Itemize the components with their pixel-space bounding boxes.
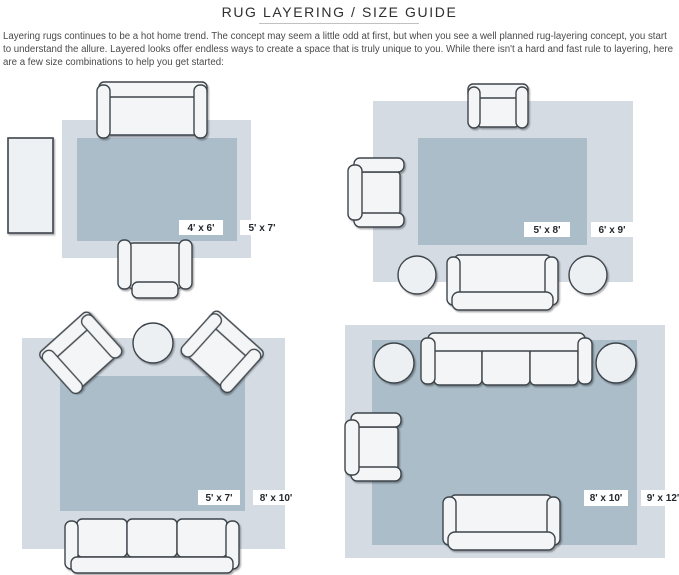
page-title: RUG LAYERING / SIZE GUIDE	[221, 4, 458, 20]
layout-bottom-right	[345, 325, 679, 558]
sofa-arm	[97, 85, 110, 138]
inner-rug-size-label: 8' x 10'	[589, 493, 623, 504]
sofa-bottom	[447, 255, 558, 310]
sofa-cushion	[177, 519, 227, 557]
sofa-cushion	[530, 348, 578, 385]
chair-arm	[516, 87, 528, 128]
sofa-back	[99, 82, 207, 97]
diagram-canvas	[0, 80, 679, 575]
outer-rug-size-label: 8' x 10'	[259, 493, 293, 504]
sofa-back	[452, 292, 553, 310]
sofa-arm	[421, 338, 435, 384]
chair-back	[132, 282, 178, 298]
layout-top-left	[8, 82, 284, 298]
chair-back	[345, 420, 359, 475]
sofa-back	[448, 532, 555, 550]
chair-arm	[179, 240, 192, 289]
round-pouf	[596, 343, 636, 383]
outer-rug-size-label: 6' x 9'	[598, 225, 626, 236]
inner-rug-size-label: 4' x 6'	[187, 223, 215, 234]
layout-bottom-left	[22, 309, 299, 573]
sofa-back	[428, 333, 585, 351]
loveseat-sofa	[97, 82, 207, 138]
inner-rug-size-label: 5' x 8'	[533, 225, 561, 236]
chair-seat	[358, 172, 400, 214]
sofa-cushion	[127, 519, 177, 557]
round-pouf	[398, 256, 436, 294]
round-table	[133, 323, 173, 363]
sofa-arm	[578, 338, 592, 384]
sofa-cushion	[482, 348, 530, 385]
armchair-top	[468, 84, 528, 128]
table-top	[8, 138, 53, 233]
sofa-back	[71, 557, 233, 573]
chair-arm	[118, 240, 131, 289]
three-seat-sofa	[65, 519, 239, 573]
layout-top-right	[348, 84, 633, 310]
outer-rug-size-label: 9' x 12'	[646, 493, 679, 504]
outer-rug-size-label: 5' x 7'	[248, 223, 276, 234]
chair-arm	[468, 87, 480, 128]
loveseat-sofa-bottom	[443, 495, 560, 550]
inner-rug-size-label: 5' x 7'	[205, 493, 233, 504]
side-table	[8, 138, 53, 233]
sofa-cushion	[434, 348, 482, 385]
intro-paragraph: Layering rugs continues to be a hot home trend. The concept may seem a little odd at first, but when you see a well planned rug-layering concept, you start to understand the allure. Layered looks offer endless ways to create a space that is truly unique to you. While there isn't a hard and fast rule to layering, here are a few size combinations to help you get started:	[3, 31, 673, 68]
round-pouf	[374, 343, 414, 383]
armchair-left	[348, 158, 404, 227]
sofa-cushion	[77, 519, 127, 557]
armchair-left	[345, 413, 401, 481]
armchair	[118, 240, 192, 298]
sofa-arm	[194, 85, 207, 138]
chair-back	[348, 165, 362, 220]
three-seat-sofa-top	[421, 333, 592, 385]
title-divider	[259, 23, 419, 24]
round-pouf	[569, 256, 607, 294]
chair-seat	[356, 427, 398, 469]
